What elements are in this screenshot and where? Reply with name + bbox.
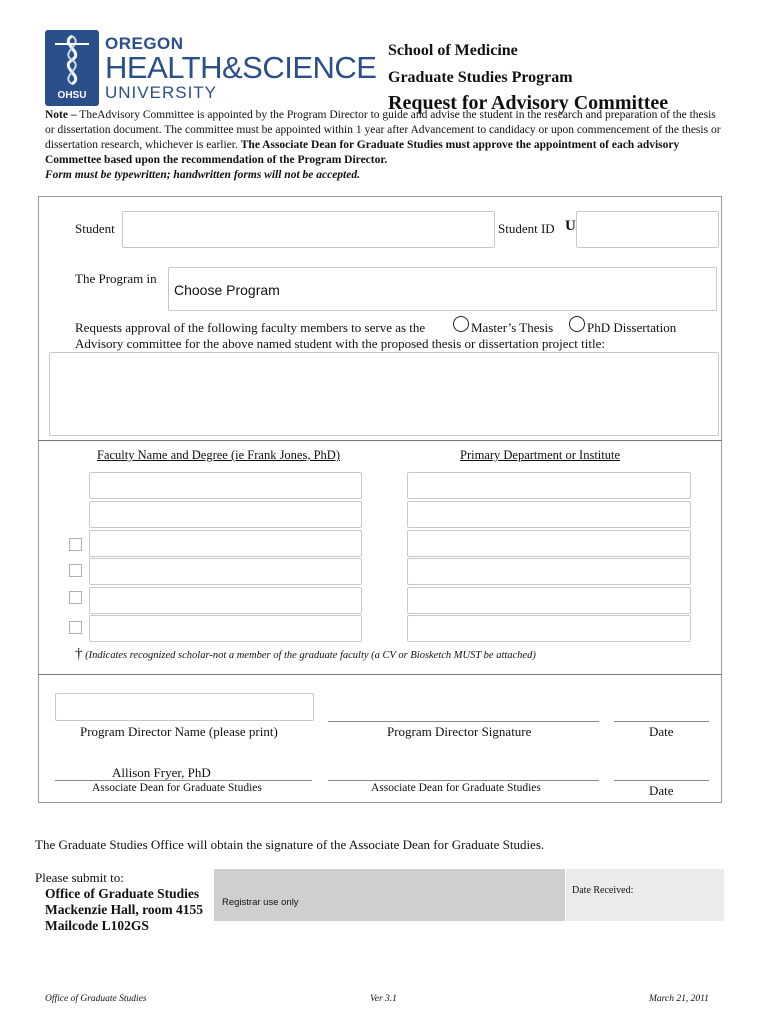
date-line-2 [614,780,709,781]
masters-thesis-label: Master’s Thesis [471,320,554,335]
dean-name-line [55,780,312,781]
address-line-3: Mailcode L102GS [45,918,149,933]
department-field-2[interactable] [407,501,691,528]
note-text: TheAdvisory Committee is appointed by the Program Director to guide and advise the student in the research and preparation of the thesis or dissertation document. The committee must be appointed within 1 year after Advancement to candidacy or upon commencement of the thesis or dissertation research, whichever is earlier. [45,109,721,151]
faculty-name-field-1[interactable] [89,472,362,499]
faculty-name-field-4[interactable] [89,558,362,585]
logo-text-oregon: OREGON [105,34,184,53]
student-id-field[interactable] [576,211,719,248]
director-name-field[interactable] [55,693,314,721]
caduceus-icon [45,30,99,90]
date-line-1 [614,721,709,722]
date-label-2: Date [649,783,674,798]
logo-emblem [45,30,99,106]
phd-dissertation-radio[interactable] [569,316,585,332]
note-paragraph [45,108,725,183]
registrar-label: Registrar use only [222,897,299,908]
logo-text-health-science: HEALTH&SCIENCE [105,50,377,85]
scholar-footnote [75,646,536,663]
student-id-label: Student ID [498,221,555,236]
dean-title: Associate Dean for Graduate Studies [92,782,262,794]
submit-address [45,886,203,934]
section-divider-2 [38,674,722,675]
logo-text-university: UNIVERSITY [105,83,218,102]
director-signature-label: Program Director Signature [387,724,532,739]
department-field-3[interactable] [407,530,691,557]
footnote-text: (Indicates recognized scholar-not a member of the graduate faculty (a CV or Biosketch MUST be attached) [82,650,536,661]
scholar-checkbox-3[interactable] [69,591,82,604]
footer-left: Office of Graduate Studies [45,994,147,1004]
program-select[interactable] [168,267,717,311]
please-submit: Please submit to: [35,870,124,885]
faculty-name-field-6[interactable] [89,615,362,642]
date-received-box [566,869,724,921]
student-id-prefix: U [565,218,576,234]
office-note: The Graduate Studies Office will obtain the signature of the Associate Dean for Graduate Studies. [35,837,545,852]
project-title-field[interactable] [49,352,719,436]
faculty-name-field-5[interactable] [89,587,362,614]
scholar-checkbox-1[interactable] [69,538,82,551]
program-label: The Program in [75,271,157,286]
dagger-mark: † [75,646,83,662]
department-field-6[interactable] [407,615,691,642]
director-name-label: Program Director Name (please print) [80,724,278,739]
scholar-checkbox-4[interactable] [69,621,82,634]
note-bold: The Associate Dean for Graduate Studies must approve the appointment of each advisory Commettee based upon the recommendation of the Program Director. [45,139,680,166]
request-line-1: Requests approval of the following faculty members to serve as the [75,320,426,335]
section-divider [38,440,722,441]
dean-signature-label: Associate Dean for Graduate Studies [371,782,541,794]
masters-thesis-radio[interactable] [453,316,469,332]
address-line-1: Office of Graduate Studies [45,886,200,901]
logo-badge: OHSU [57,90,87,101]
program-name: Graduate Studies Program [388,69,573,86]
footer-center: Ver 3.1 [370,994,397,1004]
phd-dissertation-label: PhD Dissertation [587,320,677,335]
program-select-value: Choose Program [174,282,280,298]
note-lead: Note – [45,109,77,121]
department-field-5[interactable] [407,587,691,614]
department-header: Primary Department or Institute [460,448,621,462]
faculty-name-field-2[interactable] [89,501,362,528]
department-field-4[interactable] [407,558,691,585]
student-name-field[interactable] [122,211,495,248]
director-signature-line [328,721,599,722]
dean-name: Allison Fryer, PhD [112,765,211,780]
school-name: School of Medicine [388,42,518,59]
department-field-1[interactable] [407,472,691,499]
date-label-1: Date [649,724,674,739]
ohsu-logo [45,30,377,108]
page-title: Request for Advisory Committee [388,92,669,114]
footer-right: March 21, 2011 [649,994,709,1004]
date-received-label: Date Received: [572,885,634,896]
request-line-2: Advisory committee for the above named student with the proposed thesis or dissertation project title: [75,336,605,351]
faculty-name-header: Faculty Name and Degree (ie Frank Jones, PhD) [97,448,340,462]
address-line-2: Mackenzie Hall, room 4155 [45,902,203,917]
scholar-checkbox-2[interactable] [69,564,82,577]
note-italic: Form must be typewritten; handwritten forms will not be accepted. [45,169,360,181]
dean-signature-line [328,780,599,781]
faculty-name-field-3[interactable] [89,530,362,557]
student-label: Student [75,221,115,236]
registrar-box [214,869,565,921]
